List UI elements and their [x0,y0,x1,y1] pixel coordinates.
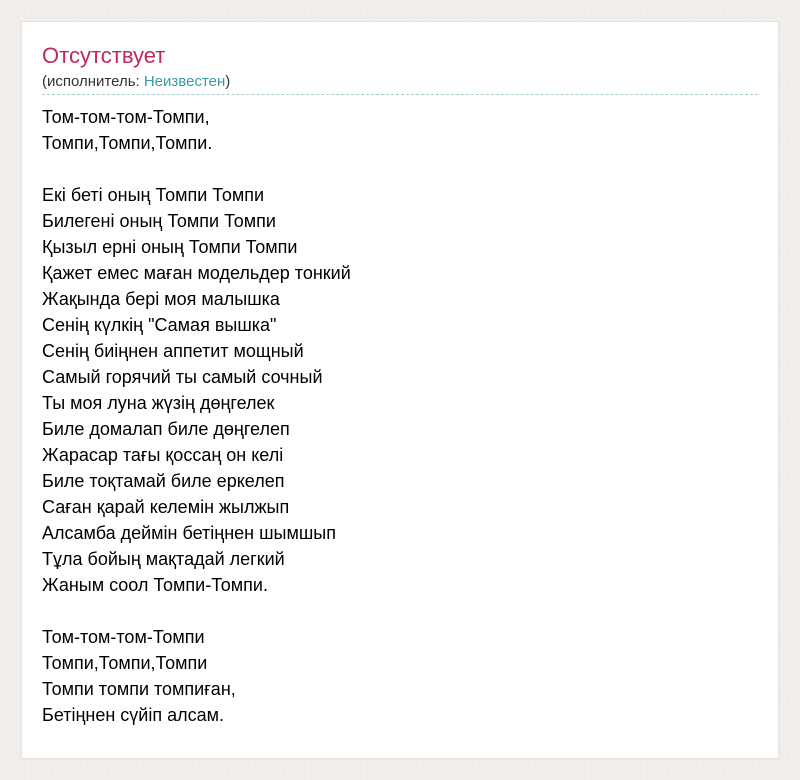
lyric-line: Екі беті оның Томпи Томпи [42,185,265,205]
lyric-line: Бетіңнен сүйіп алсам. [42,705,225,725]
lyric-line: Биле тоқтамай биле еркелеп [42,471,285,491]
lyric-line: Жаным соол Томпи-Томпи. [42,575,268,595]
lyric-line: Биле домалап биле дөңгелеп [42,419,290,439]
lyric-line: Сенің биіңнен аппетит мощный [42,341,304,361]
lyric-line: Сенің күлкің "Самая вышка" [42,315,277,335]
lyrics-text [42,104,758,728]
lyric-line: Жарасар тағы қоссаң он келі [42,445,284,465]
lyric-line: Билегені оның Томпи Томпи [42,211,276,231]
artist-prefix: (исполнитель: [42,73,144,90]
lyric-line: Жақында бері моя малышка [42,289,280,309]
lyric-line: Томпи,Томпи,Томпи [42,653,208,673]
lyric-line: Саған қарай келемін жылжып [42,497,290,517]
lyric-line: Қажет емес маған модельдер тонкий [42,263,351,283]
lyric-line: Том-том-том-Томпи, [42,107,210,127]
lyric-line: Томпи томпи томпиған, [42,679,236,699]
lyric-line: Тұла бойың мақтадай легкий [42,549,285,569]
lyric-line: Самый горячий ты самый сочный [42,367,323,387]
song-header [42,42,758,95]
lyric-line: Томпи,Томпи,Томпи. [42,133,213,153]
song-title: Отсутствует [42,43,166,68]
stanza-break [42,156,758,182]
stanza-break [42,598,758,624]
lyric-line: Қызыл ерні оның Томпи Томпи [42,237,298,257]
lyric-line: Алсамба деймін бетіңнен шымшып [42,523,336,543]
artist-suffix: ) [225,73,231,90]
lyric-line: Ты моя луна жүзің дөңгелек [42,393,275,413]
artist-link[interactable]: Неизвестен [143,73,226,90]
artist-line [42,72,230,92]
lyrics-card [22,22,778,758]
lyric-line: Том-том-том-Томпи [42,627,205,647]
